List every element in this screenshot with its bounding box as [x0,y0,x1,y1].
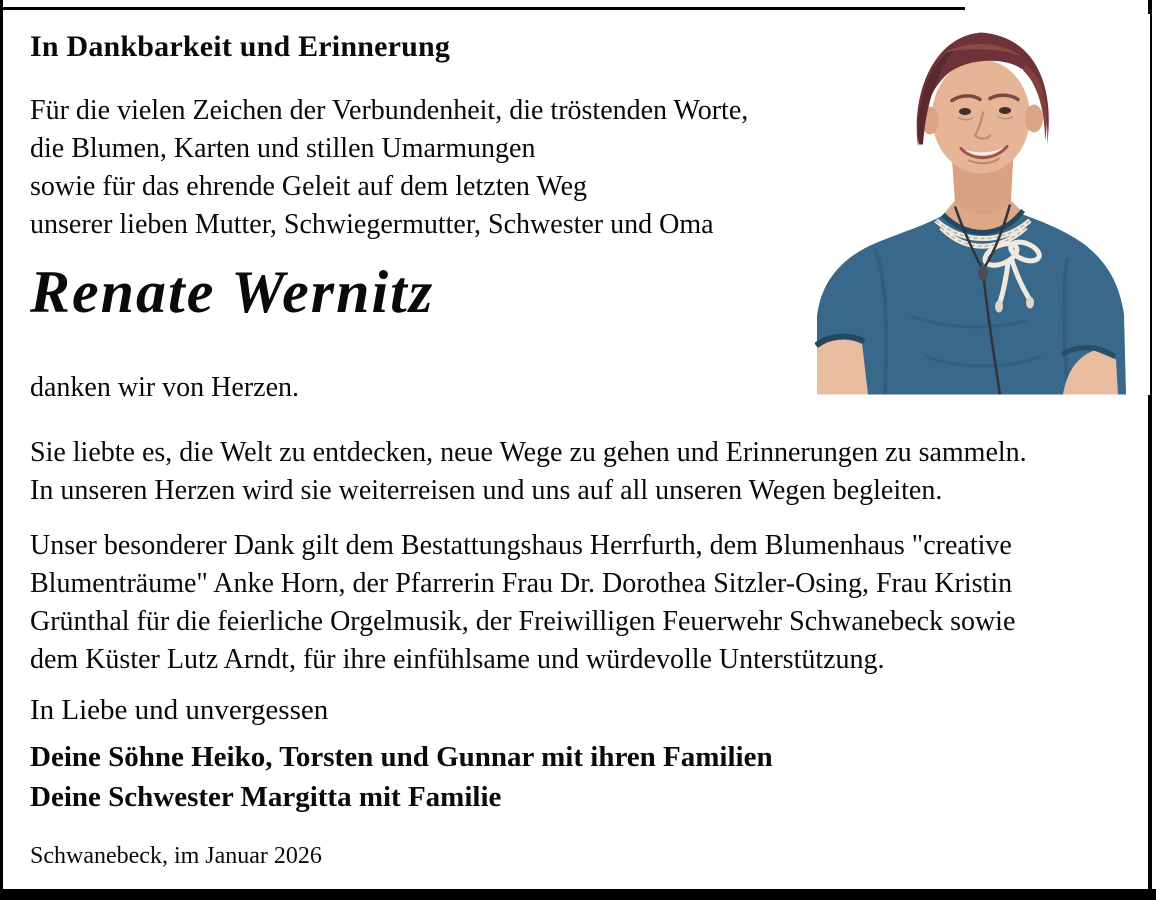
gratitude-line: Unser besonderer Dank gilt dem Bestattungshaus Herrfurth, dem Blumenhaus "creative [30,530,1012,561]
gratitude-line: Blumenträume" Anke Horn, der Pfarrerin Frau Dr. Dorothea Sitzler-Osing, Frau Kristin [30,568,1013,599]
intro-line: die Blumen, Karten und stillen Umarmungen [30,133,536,164]
frame-top-border [0,7,965,10]
memory-line: In unseren Herzen wird sie weiterreisen und uns auf all unseren Wegen begleiten. [30,475,943,506]
place-date: Schwanebeck, im Januar 2026 [30,843,322,869]
intro-line: Für die vielen Zeichen der Verbundenheit, die tröstenden Worte, [30,95,749,126]
gratitude-line: Grünthal für die feierliche Orgelmusik, der Freiwilligen Feuerwehr Schwanebeck sowie [30,606,1016,637]
family-line: Deine Söhne Heiko, Torsten und Gunnar mit ihren Familien [30,741,773,773]
memory-line: Sie liebte es, die Welt zu entdecken, neue Wege zu gehen und Erinnerungen zu sammeln. [30,437,1027,468]
closing-line: In Liebe und unvergessen [30,694,329,726]
intro-paragraph [30,92,748,244]
gratitude-line: dem Küster Lutz Arndt, für ihre einfühlsame und würdevolle Unterstützung. [30,644,885,675]
family-line: Deine Schwester Margitta mit Familie [30,781,502,813]
notice-title: In Dankbarkeit und Erinnerung [30,30,451,63]
family-signature [30,737,773,817]
frame-bottom-border [0,889,1156,900]
gratitude-paragraph [30,527,1015,679]
deceased-name: Renate Wernitz [30,259,435,325]
memory-paragraph [30,434,1027,510]
intro-line: sowie für das ehrende Geleit auf dem letzten Weg [30,171,588,202]
intro-line: unserer lieben Mutter, Schwiegermutter, Schwester und Oma [30,209,714,240]
portrait-photo-graphic [815,14,1150,395]
portrait-photo [815,14,1150,395]
thanks-line: danken wir von Herzen. [30,372,300,403]
frame-left-border [0,0,3,900]
